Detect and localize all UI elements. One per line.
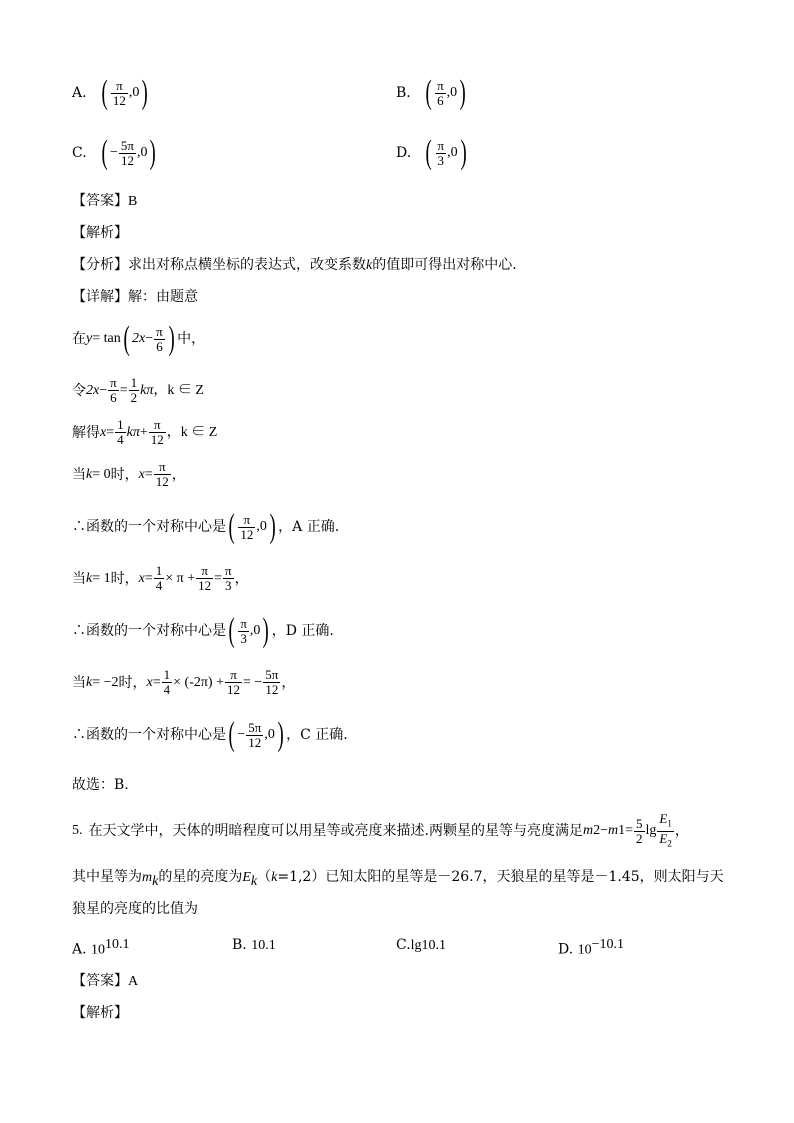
fenxi-line: 【分析】求出对称点横坐标的表达式，改变系数k的值即可得出对称中心. bbox=[72, 257, 517, 273]
answer-2: 【答案】A bbox=[72, 973, 139, 989]
q5-option-c: C.lg10.1 bbox=[396, 937, 447, 953]
option-c-prev: C. ( − $\frac{5\pi}{12}$ , 0 ) bbox=[72, 134, 157, 171]
line-k2: 当 k = −2 时， x = $\frac{1}{4}$ × (-2π) + $\frac{\pi}{12}$ = − $\frac{5\pi}{12}$ ， bbox=[72, 667, 296, 697]
question-5-line-1: 5. 在天文学中，天体的明暗程度可以用星等或亮度来描述.两颗星的星等与亮度满足 m 2 − m 1 = $\frac{5}{2}$ lg $\frac{E_1}{E_2}$ ， bbox=[72, 811, 689, 849]
option-d-prev: D. ( $\frac{\pi}{3}$ , 0 ) bbox=[396, 134, 467, 171]
q5-option-d: D. $10^{-10.1}$ bbox=[558, 937, 625, 958]
option-b-prev: B. ( $\frac{\pi}{6}$ , 0 ) bbox=[396, 74, 466, 111]
question-5-line-2: 其中星等为$m_k$的星的亮度为$E_k(k=1,2)$已知太阳的星等是－26.7，天狼星的星等是－1.45，则太阳与天 bbox=[72, 869, 724, 889]
analysis-2: 【解析】 bbox=[72, 1005, 128, 1021]
line-k0: 当 k = 0 时， x = $\frac{\pi}{12}$ ， bbox=[72, 459, 186, 489]
line-center-3: ∴函数的一个对称中心是 ( − $\frac{5\pi}{12}$ , 0 ) ，C 正确. bbox=[72, 716, 348, 753]
answer-1: 【答案】B bbox=[72, 193, 138, 209]
option-a-prev: A. ( $\frac{\pi}{12}$ , 0 ) bbox=[72, 74, 149, 111]
q5-option-a: A. $10^{10.1}$ bbox=[72, 937, 130, 958]
guxuan-line: 故选：B. bbox=[72, 777, 129, 793]
line-ling: 令 2x − $\frac{\pi}{6}$ = $\frac{1}{2}$ kπ ，k ∈ Z bbox=[72, 375, 204, 405]
q5-option-b: B. 10.1 bbox=[232, 937, 276, 953]
line-center-2: ∴函数的一个对称中心是 ( $\frac{\pi}{3}$ , 0 ) ，D 正确. bbox=[72, 612, 334, 649]
line-k1: 当 k = 1 时， x = $\frac{1}{4}$ × π + $\frac{\pi}{12}$ = $\frac{\pi}{3}$ ， bbox=[72, 563, 249, 593]
analysis-1: 【解析】 bbox=[72, 225, 128, 241]
question-5-line-3: 狼星的亮度的比值为 bbox=[72, 901, 198, 917]
line-center-1: ∴函数的一个对称中心是 ( $\frac{\pi}{12}$ , 0 ) ，A 正确. bbox=[72, 508, 340, 545]
xiangjie-line: 【详解】解：由题意 bbox=[72, 289, 198, 305]
line-jie: 解得 x = $\frac{1}{4}$ kπ + $\frac{\pi}{12}$ ，k ∈ Z bbox=[72, 417, 218, 447]
line-in: 在 y = tan ( 2x − $\frac{\pi}{6}$ ) 中， bbox=[72, 320, 206, 357]
